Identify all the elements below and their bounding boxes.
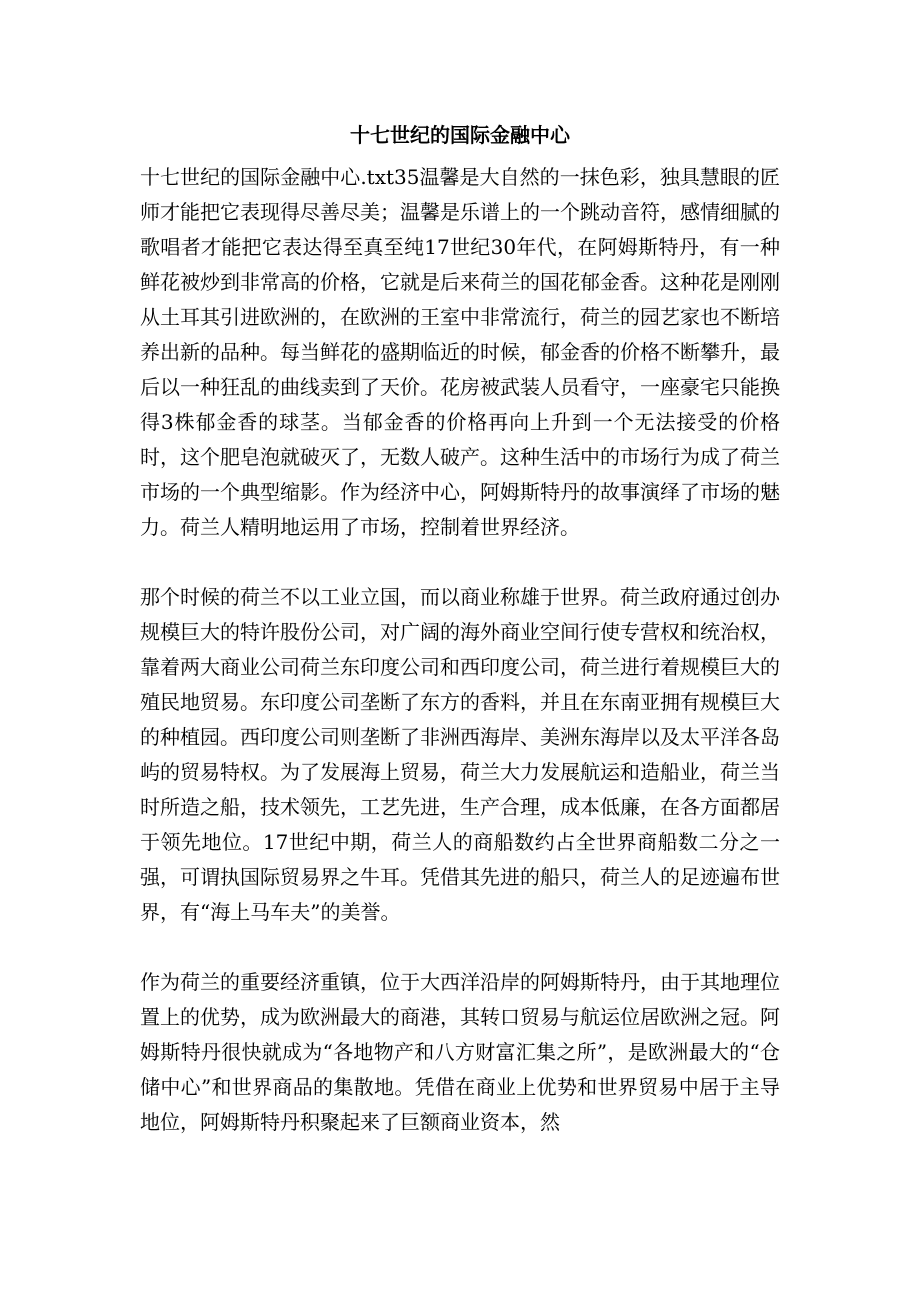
document-title: 十七世纪的国际金融中心 xyxy=(350,123,570,147)
paragraph: 那个时候的荷兰不以工业立国，而以商业称雄于世界。荷兰政府通过创办规模巨大的特许股份公司，对广阔的海外商业空间行使专营权和统治权，靠着两大商业公司荷兰东印度公司和西印度公司，荷兰进行着规模巨大的殖民地贸易。东印度公司垄断了东方的香料，并且在东南亚拥有规模巨大的种植园。西印度公司则垄断了非洲西海岸、美洲东海岸以及太平洋各岛屿的贸易特权。为了发展海上贸易，荷兰大力发展航运和造船业，荷兰当时所造之船，技术领先，工艺先进，生产合理，成本低廉，在各方面都居于领先地位。17世纪中期，荷兰人的商船数约占全世界商船数二分之一强，可谓执国际贸易界之牛耳。凭借其先进的船只，荷兰人的足迹遍布世界，有“海上马车夫”的美誉。 xyxy=(140,585,780,924)
paragraph: 十七世纪的国际金融中心.txt35温馨是大自然的一抹色彩，独具慧眼的匠师才能把它表现得尽善尽美；温馨是乐谱上的一个跳动音符，感情细腻的歌唱者才能把它表达得至真至纯17世纪30年代，在阿姆斯特丹，有一种鲜花被炒到非常高的价格，它就是后来荷兰的国花郁金香。这种花是刚刚从土耳其引进欧洲的，在欧洲的王室中非常流行，荷兰的园艺家也不断培养出新的品种。每当鲜花的盛期临近的时候，郁金香的价格不断攀升，最后以一种狂乱的曲线卖到了天价。花房被武装人员看守，一座豪宅只能换得3株郁金香的球茎。当郁金香的价格再向上升到一个无法接受的价格时，这个肥皂泡就破灭了，无数人破产。这种生活中的市场行为成了荷兰市场的一个典型缩影。作为经济中心，阿姆斯特丹的故事演绎了市场的魅力。荷兰人精明地运用了市场，控制着世界经济。 xyxy=(140,165,780,539)
document-body xyxy=(140,160,780,1175)
paragraph: 作为荷兰的重要经济重镇，位于大西洋沿岸的阿姆斯特丹，由于其地理位置上的优势，成为欧洲最大的商港，其转口贸易与航运位居欧洲之冠。阿姆斯特丹很快就成为“各地物产和八方财富汇集之所”，是欧洲最大的“仓储中心”和世界商品的集散地。凭借在商业上优势和世界贸易中居于主导地位，阿姆斯特丹积聚起来了巨额商业资本，然 xyxy=(140,970,780,1134)
